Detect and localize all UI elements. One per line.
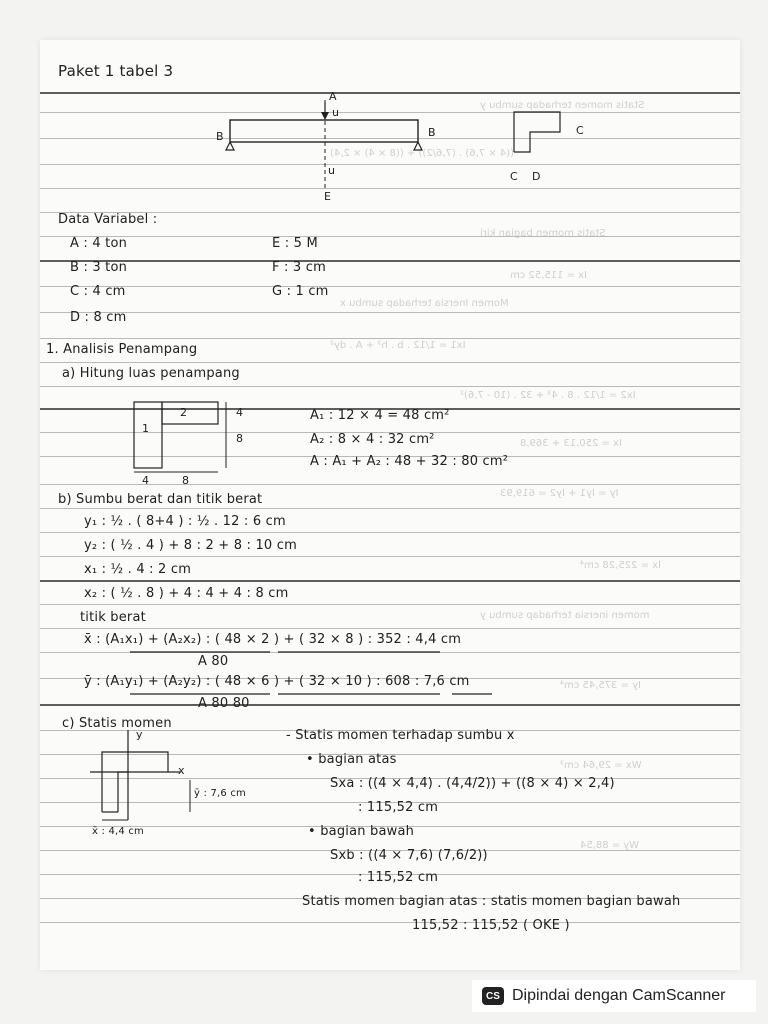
show-through-text: Ix = 250,13 + 369,8 bbox=[520, 438, 622, 449]
centroid-line: x₁ : ½ . 4 : 2 cm bbox=[84, 562, 192, 577]
statis-line: 115,52 : 115,52 ( OKE ) bbox=[412, 918, 570, 933]
data-variabel-heading: Data Variabel : bbox=[58, 212, 158, 227]
show-through-text: Iy = 375,45 cm⁴ bbox=[560, 680, 642, 691]
subsection-heading: a) Hitung luas penampang bbox=[62, 366, 240, 381]
label-e: E bbox=[324, 190, 332, 203]
show-through-text: Ix = 225,28 cm⁴ bbox=[580, 560, 662, 571]
area-line: A₁ : 12 × 4 = 48 cm² bbox=[310, 408, 450, 423]
statis-line: • bagian atas bbox=[306, 752, 397, 767]
variable-left: B : 3 ton bbox=[70, 260, 128, 275]
label-u-bottom: u bbox=[328, 164, 336, 177]
show-through-text: Ix = 115,52 cm bbox=[510, 270, 588, 281]
xbar-annotation: x̄ : 4,4 cm bbox=[92, 826, 144, 837]
show-through-text: Iy = Iy1 + Iy2 = 619,93 bbox=[500, 488, 619, 499]
area-line: A : A₁ + A₂ : 48 + 32 : 80 cm² bbox=[310, 454, 509, 469]
dimension-label: 4 bbox=[142, 474, 150, 487]
statis-line: - Statis momen terhadap sumbu x bbox=[286, 728, 515, 743]
statis-line: : 115,52 cm bbox=[358, 870, 439, 885]
titik-berat-label: titik berat bbox=[80, 610, 146, 625]
scanned-page bbox=[40, 40, 740, 970]
show-through-text: Statis momen bagian kiri bbox=[480, 228, 606, 239]
ybar-denominator: A 80 80 bbox=[198, 696, 250, 711]
label-u-top: u bbox=[332, 106, 340, 119]
dimension-label: 4 bbox=[236, 406, 244, 419]
centroid-line: y₂ : ( ½ . 4 ) + 8 : 2 + 8 : 10 cm bbox=[84, 538, 297, 553]
show-through-text: Ix1 = 1/12 . b . h³ + A . dy² bbox=[330, 340, 466, 351]
variable-right: E : 5 M bbox=[272, 236, 318, 251]
axis-label-y: y bbox=[136, 728, 143, 741]
show-through-text: Momen Inersia terhadap sumbu x bbox=[340, 298, 509, 309]
label-c2: C bbox=[510, 170, 518, 183]
show-through-text: Wx = 29,64 cm³ bbox=[560, 760, 642, 771]
show-through-text: Wy = 88,54 bbox=[580, 840, 639, 851]
camscanner-watermark bbox=[472, 980, 756, 1012]
statis-line: Sxb : ((4 × 7,6) (7,6/2)) bbox=[330, 848, 488, 863]
axis-label-x: x bbox=[178, 764, 185, 777]
label-c: C bbox=[576, 124, 584, 137]
area-line: A₂ : 8 × 4 : 32 cm² bbox=[310, 432, 435, 447]
centroid-line: y₁ : ½ . ( 8+4 ) : ½ . 12 : 6 cm bbox=[84, 514, 286, 529]
dimension-label: 8 bbox=[236, 432, 244, 445]
xbar-denominator: A 80 bbox=[198, 654, 229, 669]
label-b-left: B bbox=[216, 130, 224, 143]
statis-line: • bagian bawah bbox=[308, 824, 415, 839]
variable-left: C : 4 cm bbox=[70, 284, 126, 299]
variable-left: A : 4 ton bbox=[70, 236, 128, 251]
show-through-text: Ix2 = 1/12 . 8 . 4³ + 32 . (10 - 7,6)² bbox=[460, 390, 636, 401]
page-title: Paket 1 tabel 3 bbox=[58, 62, 174, 80]
variable-right: G : 1 cm bbox=[272, 284, 329, 299]
statis-line: : 115,52 cm bbox=[358, 800, 439, 815]
ybar-formula: ȳ : (A₁y₁) + (A₂y₂) : ( 48 × 6 ) + ( 32 × 10 ) : 608 : 7,6 cm bbox=[84, 674, 470, 689]
statis-line: Sxa : ((4 × 4,4) . (4,4/2)) + ((8 × 4) × 2,4) bbox=[330, 776, 615, 791]
label-b-right: B bbox=[428, 126, 436, 139]
ybar-annotation: ȳ : 7,6 cm bbox=[194, 788, 246, 799]
variable-right: F : 3 cm bbox=[272, 260, 326, 275]
variable-left: D : 8 cm bbox=[70, 310, 127, 325]
camscanner-text: Dipindai dengan CamScanner bbox=[512, 987, 726, 1004]
region-label-1: 1 bbox=[142, 422, 150, 435]
label-d: D bbox=[532, 170, 541, 183]
show-through-text: momen inersia terhadap sumbu y bbox=[480, 610, 650, 621]
statis-line: Statis momen bagian atas : statis momen bagian bawah bbox=[302, 894, 681, 909]
xbar-formula: x̄ : (A₁x₁) + (A₂x₂) : ( 48 × 2 ) + ( 32 × 8 ) : 352 : 4,4 cm bbox=[84, 632, 462, 647]
dimension-label: 8 bbox=[182, 474, 190, 487]
camscanner-logo-icon: CS bbox=[482, 987, 504, 1005]
subsection-heading: c) Statis momen bbox=[62, 716, 172, 731]
show-through-text: ((4 × 7,6) . (7,6/2)) + ((8 × 4) × 2,4) bbox=[330, 148, 515, 159]
subsection-heading: b) Sumbu berat dan titik berat bbox=[58, 492, 263, 507]
section-heading: 1. Analisis Penampang bbox=[46, 342, 198, 357]
label-a: A bbox=[329, 90, 337, 103]
centroid-line: x₂ : ( ½ . 8 ) + 4 : 4 + 4 : 8 cm bbox=[84, 586, 289, 601]
show-through-text: Statis momen terhadap sumbu y bbox=[480, 100, 645, 111]
region-label-2: 2 bbox=[180, 406, 188, 419]
